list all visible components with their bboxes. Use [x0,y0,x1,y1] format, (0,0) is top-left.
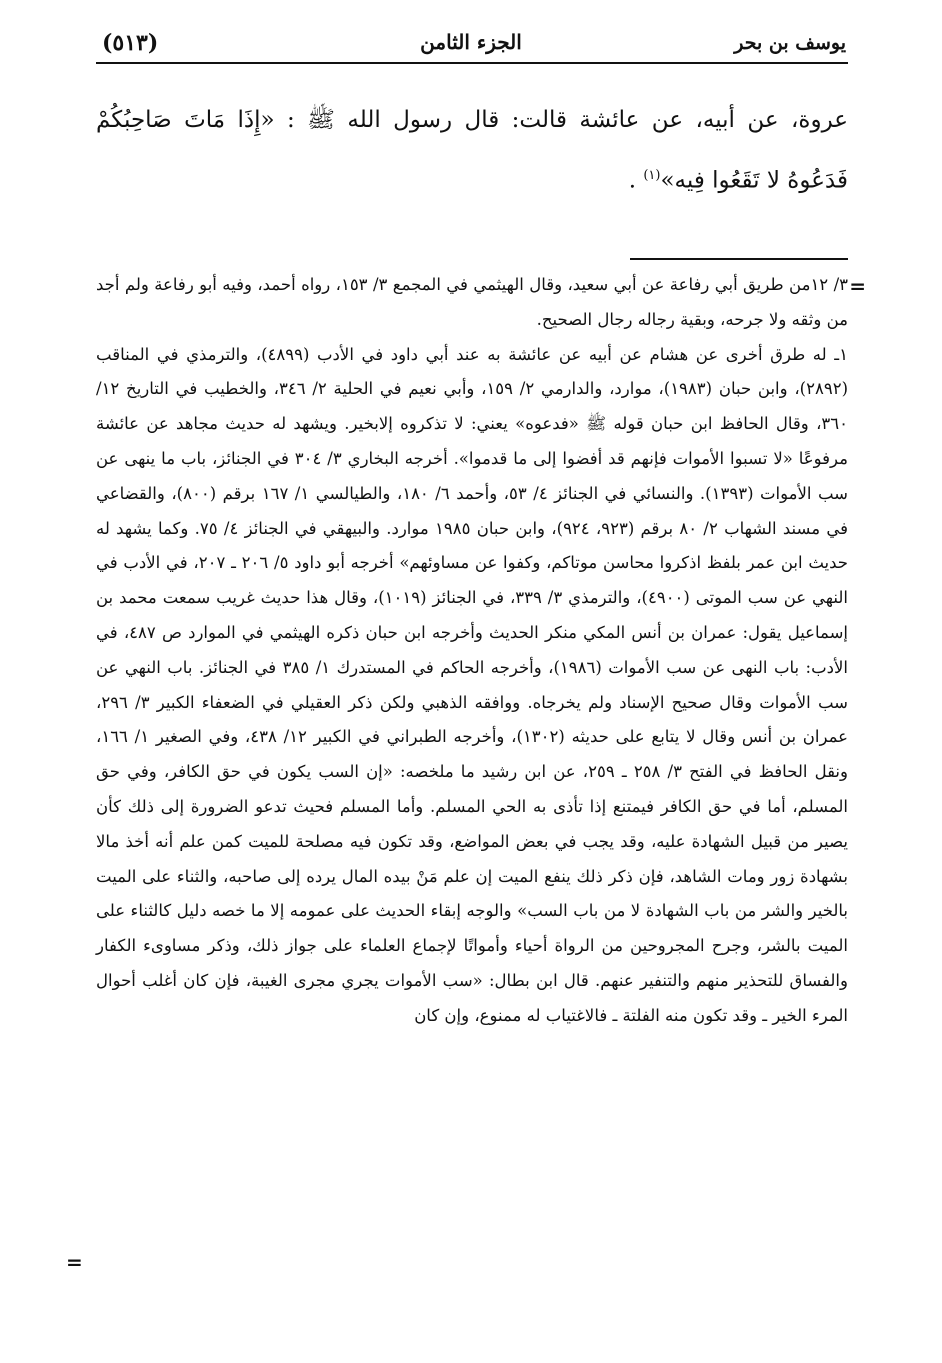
footnote-separator [630,258,848,260]
main-paragraph [96,92,848,209]
running-header [96,28,846,62]
footnotes [96,268,848,1034]
main-paragraph-end: . [628,167,644,194]
header-rule [96,62,848,64]
footnote-continuation-marker: = [849,274,866,298]
header-author: يوسف بن بحر [734,32,846,54]
main-paragraph-text: عروة، عن أبيه، عن عائشة قالت: قال رسول الله ﷺ : «إِذَا مَاتَ صَاحِبُكُمْ فَدَعُوهُ لا تَقَعُوا فِيه» [96,107,848,194]
footnote-1: ١ـ له طرق أخرى عن هشام عن أبيه عن عائشة به عند أبي داود في الأدب (٤٨٩٩)، والترمذي في المناقب (٢٨٩٢)، وابن حبان (١٩٨٣)، موارد، والدارمي ٢/ ١٥٩، وأبي نعيم في الحلية ٢/ ٣٤٦، والخطيب في التاريخ ١٢/ ٣٦٠، وقال الحافظ ابن حبان قوله ﷺ «فدعوه» يعني: لا تذكروه إلابخير. ويشهد له حديث مجاهد عن عائشة مرفوعًا «لا تسبوا الأموات فإنهم قد أفضوا إلى ما قدموا». أخرجه البخاري ٣/ ٣٠٤ في الجنائز، باب ما ينهى عن سب الأموات (١٣٩٣). والنسائي في الجنائز ٤/ ٥٣، وأحمد ٦/ ١٨٠، والطيالسي ١/ ١٦٧ برقم (٨٠٠)، والقضاعي في مسند الشهاب ٢/ ٨٠ برقم (٩٢٣، ٩٢٤)، وابن حبان ١٩٨٥ موارد. والبيهقي في الجنائز ٤/ ٧٥. وكما يشهد له حديث ابن عمر بلفظ اذكروا محاسن موتاكم، وكفوا عن مساوئهم» أخرجه أبو داود ٥/ ٢٠٦ ـ ٢٠٧، في الأدب في النهي عن سب الموتى (٤٩٠٠)، والترمذي ٣/ ٣٣٩، في الجنائز (١٠١٩)، وقال هذا حديث غريب سمعت محمد بن إسماعيل يقول: عمران بن أنس المكي منكر الحديث وأخرجه ابن حبان ذكره الهيثمي في الموارد ص ٤٨٧، في الأدب: باب النهى عن سب الأموات (١٩٨٦)، وأخرجه الحاكم في المستدرك ١/ ٣٨٥ في الجنائز. باب النهي عن سب الأموات وقال صحيح الإسناد ولم يخرجاه. ووافقه الذهبي ولكن ذكر العقيلي في الضعفاء الكبير ٣/ ٢٩٦، عمران بن أنس وقال لا يتابع على حديثه (١٣٠٢)، وأخرجه الطبراني في الكبير ١٢/ ٤٣٨، وفي الصغير ١/ ١٦٦، ونقل الحافظ في الفتح ٣/ ٢٥٨ ـ ٢٥٩، عن ابن رشيد ما ملخصه: «إن السب يكون في حق الكافر، وفي حق المسلم، أما في حق الكافر فيمتنع إذا تأذى به الحي المسلم. وأما المسلم فحيث تدعو الضرورة إلى ذلك كأن يصير من قبيل الشهادة عليه، وقد يجب في بعض المواضع، وقد تكون فيه مصلحة للميت كمن علم أنه أخذ مالا بشهادة زور ومات الشاهد، فإن ذكر ذلك ينفع الميت إن علم مَنْ بيده المال يرده إلى صاحبه، والثناء على الميت بالخير والشر من باب الشهادة لا من باب السب» والوجه إبقاء الحديث على عمومه إلا ما خصه دليل كالثناء على الميت بالشر، وجرح المجروحين من الرواة أحياء وأمواتًا لإجماع العلماء على جواز ذلك، وذكر مساوىء الكفار والفساق للتحذير منهم والتنفير عنهم. قال ابن بطال: «سب الأموات يجري مجرى الغيبة، فإن كان أغلب أحوال المرء الخير ـ وقد تكون منه الفلتة ـ فالاغتياب له ممنوع، وإن كان [96,344,849,1025]
main-text [96,92,848,209]
page-number: (٥١٣) [102,30,159,56]
footnote-continues-marker: = [66,1250,83,1274]
header-volume: الجزء الثامن [420,30,522,54]
footnote-continuation: ٣/ ١٢من طريق أبي رفاعة عن أبي سعيد، وقال الهيثمي في المجمع ٣/ ١٥٣، رواه أحمد، وفيه أبو رفاعة ولم أجد من وثقه ولا جرحه، وبقية رجاله رجال الصحيح. [96,275,849,329]
footnote-ref: (١) [643,168,661,183]
